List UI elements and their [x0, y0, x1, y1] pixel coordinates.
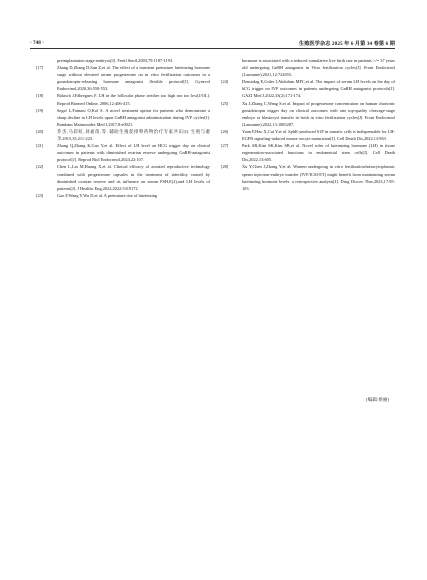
page-number: · 748 · — [30, 40, 44, 46]
reference-number: [25] — [221, 100, 229, 106]
reference-text: preimplantation stage embryos[J]. Fertil Steril,2003,79:1187-1193. — [57, 58, 174, 63]
reference-text: Xu Y,Chen J,Zhang Y,et al. Women undergoing in vitro fertilization/intracytoplasmic sperm injection-embryo transfer (IVF/ICSI-ET) might benefit from maintaining serum luteinizing hormone levels: a retrospective analysis[J]. Drug Discov Ther,2023,17:95-103. — [242, 164, 395, 191]
reference-text: Park SR,Kim SK,Kim SR,et al. Novel roles of luteinizing hormone (LH) in tissue regeneration-associated functions in endometrial stem cells[J]. Cell Death Dis,2022,13:605. — [242, 143, 395, 163]
reference-text: 乔杰,马彩虹,刘嘉茵,等. 辅助生殖促排卵药物治疗专家共识[J]. 生殖与避孕,2015,35:211-223. — [57, 128, 210, 142]
reference-text: hormone is associated with a reduced cumulative live birth rate in patients >/= 37 years old undergoing GnRH antagonist in Vitro fertilization cycles[J]. Front Endocrinol (Lausanne),2021,12:722655. — [242, 58, 395, 78]
reference-text: Yuan F,Hao X,Cui Y,et al. SphK-produced S1P in somatic cells is indispensable for LH-EGFR signaling-induced mouse oocyte maturation[J]. Cell Death Dis,2022,13:963. — [242, 128, 395, 142]
reference-item — [36, 57, 210, 64]
reference-text: Balasch J,Fábregues F. LH in the follicular phase: neither too high nor too low[J/OL]. Reprod Biomed Online, 2006,12:406-415. — [57, 93, 210, 106]
reference-item — [221, 100, 395, 128]
reference-number: [28] — [221, 164, 229, 170]
reference-item — [36, 128, 210, 142]
reference-number: [20] — [36, 128, 44, 134]
editor-note: [编辑:侯丽] — [366, 397, 389, 402]
reference-item — [36, 192, 210, 199]
header-rule — [30, 48, 395, 49]
journal-header: 生殖医学杂志 2025 年 6 月第 34 卷第 6 期 — [298, 41, 395, 47]
right-column — [221, 57, 395, 192]
reference-item — [36, 107, 210, 128]
reference-text: Demirdag E,Guler I,Akdulum MFC,et al. The impact of serum LH levels on the day of hCG trigger on IVF outcomes in patients undergoing GnRH antagonist protocols[J]. GAZI Med J,2022,33(2):171-174. — [242, 79, 395, 99]
reference-item — [36, 92, 210, 106]
reference-number: [21] — [36, 143, 44, 149]
reference-number: [27] — [221, 143, 229, 149]
reference-text: Xu J,Zhang C,Wang S,et al. Impact of progesterone concentration on human chorionic gonadotropin trigger day on clinical outcomes with one top-quality cleavage-stage embryo or blastocyst transfer in fresh in vitro fertilization cycles[J]. Front Endocrinol (Lausanne),2022,13:1085287. — [242, 100, 395, 127]
reference-number: [26] — [221, 128, 229, 134]
reference-item — [36, 142, 210, 163]
reference-number: [22] — [36, 164, 44, 170]
reference-number: [17] — [36, 65, 44, 71]
reference-text: Chen L,Lai M,Huang X,et al. Clinical efficacy of assisted reproductive technology combined with progesterone capsules in the treatment of infertility caused by diminished ovarian reserve and its influence on serum FSH,E(2),and LH levels of patients[J]. J Healthc Eng,2022,2022:5319172. — [57, 164, 210, 191]
reference-item — [221, 142, 395, 163]
reference-text: Gao F,Wang Y,Wu D,et al. A premature rise of luteinizing — [57, 192, 158, 198]
reference-number: [23] — [36, 192, 44, 198]
reference-item — [221, 78, 395, 99]
reference-item — [221, 128, 395, 142]
reference-item — [36, 64, 210, 92]
reference-number: [19] — [36, 107, 44, 113]
left-column — [36, 57, 210, 199]
reference-number: [24] — [221, 79, 229, 85]
reference-number: [18] — [36, 93, 44, 99]
reference-text: Zhang D,Zhang D,Sun Z,et al. The effect of a transient premature luteinizing hormone surge without elevated serum progesterone on in vitro fertilization outcomes in a gonadotropin-releasing hormone antagonist flexible protocol[J]. Gynecol Endocrinol,2020,36:550-553. — [57, 65, 210, 92]
reference-item — [221, 163, 395, 191]
reference-item — [221, 57, 395, 78]
reference-item — [36, 163, 210, 191]
reference-text: Segal L,Fainaru O,Kol S. A novel treatment option for patients who demonstrate a sharp decline in LH levels upon GnRH antagonist administration during IVF cycles[J]. Rambam Maimonides Med J,2017,8:e0021. — [57, 107, 210, 127]
reference-text: Zhang Q,Zhang K,Gao Y,et al. Effect of LH level on HCG trigger day on clinical outcomes in patients with diminished ovarian reserve undergoing GnRH-antagonist protocol[J]. Reprod Biol Endocrinol,2024,22:107. — [57, 143, 210, 163]
